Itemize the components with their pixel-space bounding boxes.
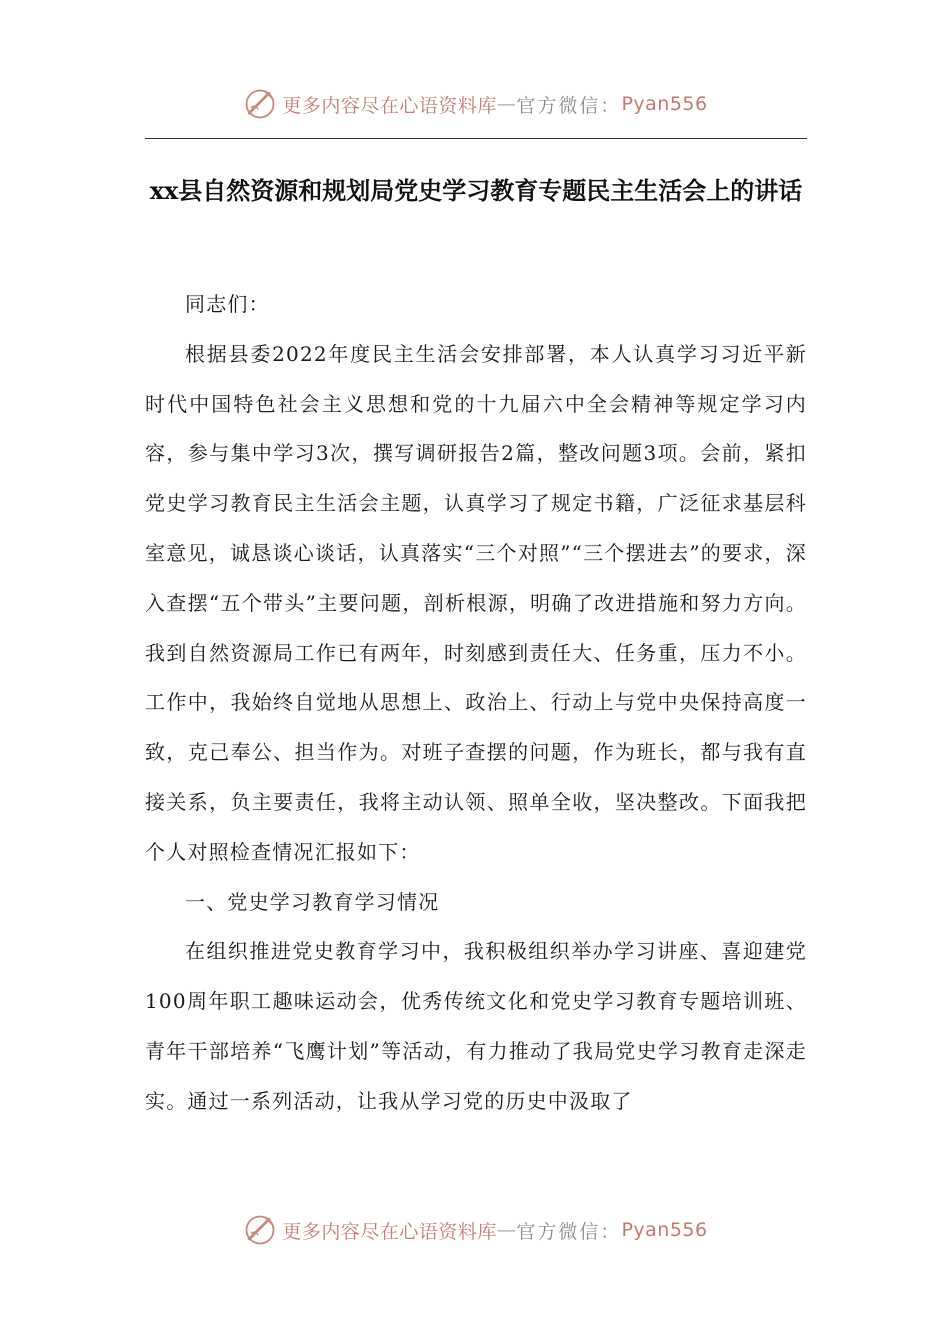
document-body bbox=[145, 280, 807, 1127]
watermark-main-text: 更多内容尽在心语资料库 bbox=[282, 94, 497, 117]
watermark-main-text: 更多内容尽在心语资料库 bbox=[282, 1220, 497, 1243]
footer-watermark bbox=[0, 1210, 950, 1250]
pen-logo-icon bbox=[242, 86, 278, 122]
section-heading: 一、党史学习教育学习情况 bbox=[185, 889, 440, 914]
pen-logo-icon bbox=[242, 1212, 278, 1248]
greeting: 同志们： bbox=[185, 292, 270, 316]
watermark-wechat-id: Pyan556 bbox=[621, 1219, 708, 1241]
paragraph: 在组织推进党史教育学习中，我积极组织举办学习讲座、喜迎建党100周年职工趣味运动会，优秀传统文化和党史学习教育专题培训班、青年干部培养“飞鹰计划”等活动，有力推动了我局党史学习教育走深走实。通过一系列活动，让我从学习党的历史中汲取了 bbox=[145, 939, 807, 1113]
header-watermark bbox=[0, 84, 950, 124]
watermark-wechat-label: 官方微信： bbox=[516, 94, 622, 117]
header-divider bbox=[145, 138, 807, 139]
watermark-wechat-id: Pyan556 bbox=[621, 93, 708, 115]
watermark-dash: — bbox=[496, 1219, 517, 1241]
watermark-wechat-label: 官方微信： bbox=[516, 1220, 622, 1243]
watermark-dash: — bbox=[496, 93, 517, 115]
document-title: xx县自然资源和规划局党史学习教育专题民主生活会上的讲话 bbox=[149, 176, 803, 205]
paragraph: 根据县委2022年度民主生活会安排部署，本人认真学习习近平新时代中国特色社会主义思想和党的十九届六中全会精神等规定学习内容，参与集中学习3次，撰写调研报告2篇，整改问题3项。会前，紧扣党史学习教育民主生活会主题，认真学习了规定书籍，广泛征求基层科室意见，诚恳谈心谈话，认真落实“三个对照”“三个摆进去”的要求，深入查摆“五个带头”主要问题，剖析根源，明确了改进措施和努力方向。我到自然资源局工作已有两年，时刻感到责任大、任务重，压力不小。工作中，我始终自觉地从思想上、政治上、行动上与党中央保持高度一致，克己奉公、担当作为。对班子查摆的问题，作为班长，都与我有直接关系，负主要责任，我将主动认领、照单全收，坚决整改。下面我把个人对照检查情况汇报如下： bbox=[145, 341, 807, 864]
